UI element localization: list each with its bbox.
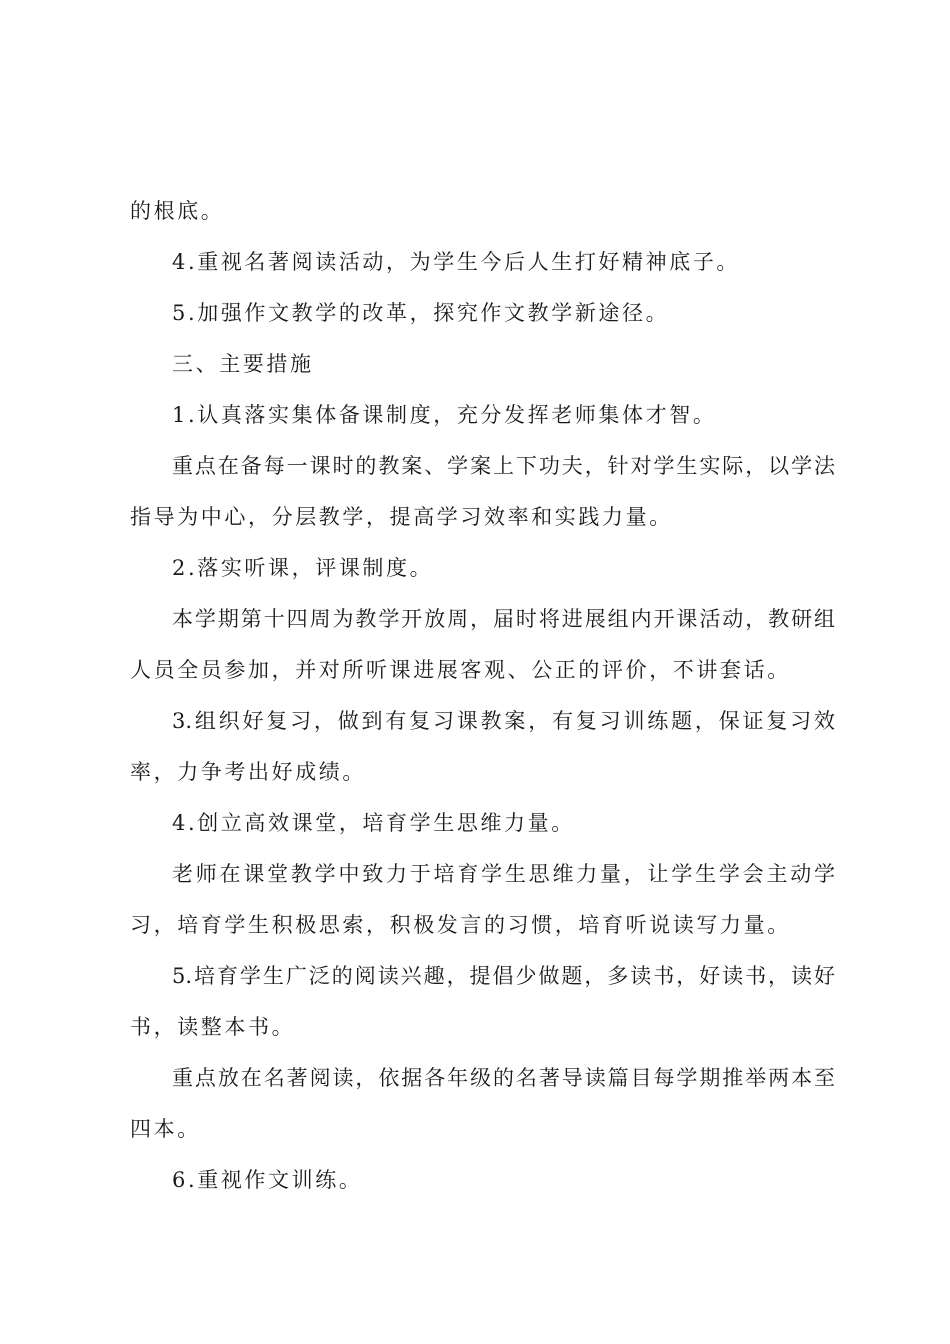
document-body (130, 186, 835, 1206)
measure-item-1: 1.认真落实集体备课制度，充分发挥老师集体才智。 (172, 403, 717, 427)
measure-5-detail-line-1: 重点放在名著阅读，依据各年级的名著导读篇目每学期推举两本至 (172, 1066, 835, 1090)
paragraph-line-continuation: 的根底。 (130, 199, 225, 223)
measure-4-detail-line-2: 习，培育学生积极思索，积极发言的习惯，培育听说读写力量。 (130, 913, 791, 937)
section-heading-main-measures: 三、主要措施 (172, 352, 314, 376)
goal-item-4: 4.重视名著阅读活动，为学生今后人生打好精神底子。 (172, 250, 741, 274)
measure-1-detail-line-1: 重点在备每一课时的教案、学案上下功夫，针对学生实际，以学法 (172, 454, 835, 478)
measure-item-3-line-1: 3.组织好复习，做到有复习课教案，有复习训练题，保证复习效 (172, 709, 835, 733)
measure-5-detail-line-2: 四本。 (130, 1117, 201, 1141)
measure-item-6: 6.重视作文训练。 (172, 1168, 363, 1192)
measure-item-2: 2.落实听课，评课制度。 (172, 556, 434, 580)
measure-4-detail-line-1: 老师在课堂教学中致力于培育学生思维力量，让学生学会主动学 (172, 862, 835, 886)
measure-item-5-line-1: 5.培育学生广泛的阅读兴趣，提倡少做题，多读书，好读书，读好 (172, 964, 835, 988)
measure-item-5-line-2: 书，读整本书。 (130, 1015, 296, 1039)
measure-2-detail-line-1: 本学期第十四周为教学开放周，届时将进展组内开课活动，教研组 (172, 607, 835, 631)
measure-item-3-line-2: 率，力争考出好成绩。 (130, 760, 366, 784)
measure-item-4: 4.创立高效课堂，培育学生思维力量。 (172, 811, 575, 835)
goal-item-5: 5.加强作文教学的改革，探究作文教学新途径。 (172, 301, 670, 325)
measure-1-detail-line-2: 指导为中心，分层教学，提高学习效率和实践力量。 (130, 505, 673, 529)
measure-2-detail-line-2: 人员全员参加，并对所听课进展客观、公正的评价，不讲套话。 (130, 658, 791, 682)
